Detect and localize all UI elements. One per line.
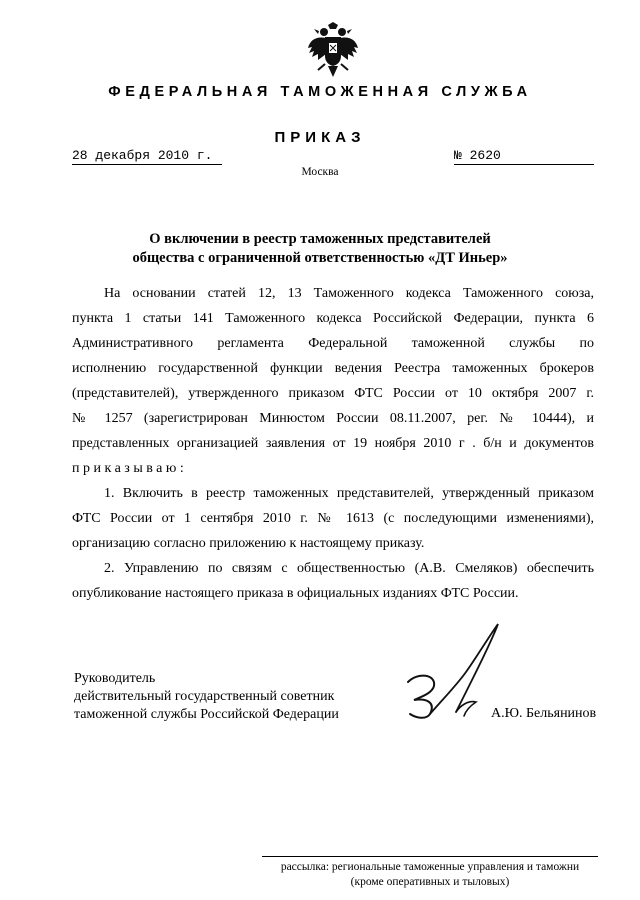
order-number-field	[454, 148, 594, 165]
eagle-emblem-icon	[306, 22, 360, 78]
item-2-line: опубликование настоящего приказа в официальных изданиях ФТС России.	[72, 586, 519, 601]
subject-line: общества с ограниченной ответственностью «ДТ Иньер»	[132, 250, 508, 266]
agency-name: ФЕДЕРАЛЬНАЯ ТАМОЖЕННАЯ СЛУЖБА	[108, 84, 532, 100]
order-subject	[72, 230, 568, 268]
item-1-line: организацию согласно приложению к настоящему приказу.	[72, 536, 425, 551]
distribution-line: рассылка: региональные таможенные управления и таможни	[280, 861, 580, 873]
distribution-list	[262, 856, 598, 890]
body-line: исполнению государственной функции ведения Реестра таможенных брокеров	[72, 361, 594, 376]
signatory-name: А.Ю. Бельянинов	[491, 706, 597, 721]
item-1-line: 1. Включить в реестр таможенных представителей, утвержденный приказом	[104, 486, 594, 501]
signatory-title-line: таможенной службы Российской Федерации	[74, 707, 339, 722]
order-body	[72, 281, 594, 606]
document-type: ПРИКАЗ	[274, 129, 366, 146]
order-number-prefix: №	[454, 148, 462, 163]
body-line: На основании статей 12, 13 Таможенного кодекса Таможенного союза,	[104, 286, 594, 301]
body-line: представленных организацией заявления от 19 ноября 2010 г . б/н и документов	[72, 436, 594, 451]
body-line: Административного регламента Федеральной таможенной службы по	[72, 336, 594, 351]
body-line: № 1257 (зарегистрирован Минюстом России 08.11.2007, рег. № 10444), и	[72, 411, 594, 426]
body-line: (представителей), утвержденного приказом ФТС России от 10 октября 2007 г.	[72, 386, 594, 401]
order-city: Москва	[301, 166, 339, 178]
distribution-line: (кроме оперативных и тыловых)	[350, 876, 510, 888]
decree-word: приказываю:	[72, 461, 188, 476]
body-line: пункта 1 статьи 141 Таможенного кодекса Российской Федерации, пункта 6	[72, 311, 594, 326]
order-number: 2620	[469, 148, 501, 163]
signatory-title	[74, 670, 339, 724]
signatory-title-line: Руководитель	[74, 671, 156, 686]
item-2-line: 2. Управлению по связям с общественностью (А.В. Смеляков) обеспечить	[104, 561, 594, 576]
signatory-title-line: действительный государственный советник	[74, 689, 335, 704]
subject-line: О включении в реестр таможенных представителей	[149, 231, 491, 247]
order-date: 28 декабря 2010 г.	[72, 148, 222, 165]
item-1-line: ФТС России от 1 сентября 2010 г. № 1613 (с последующими изменениями),	[72, 511, 594, 526]
